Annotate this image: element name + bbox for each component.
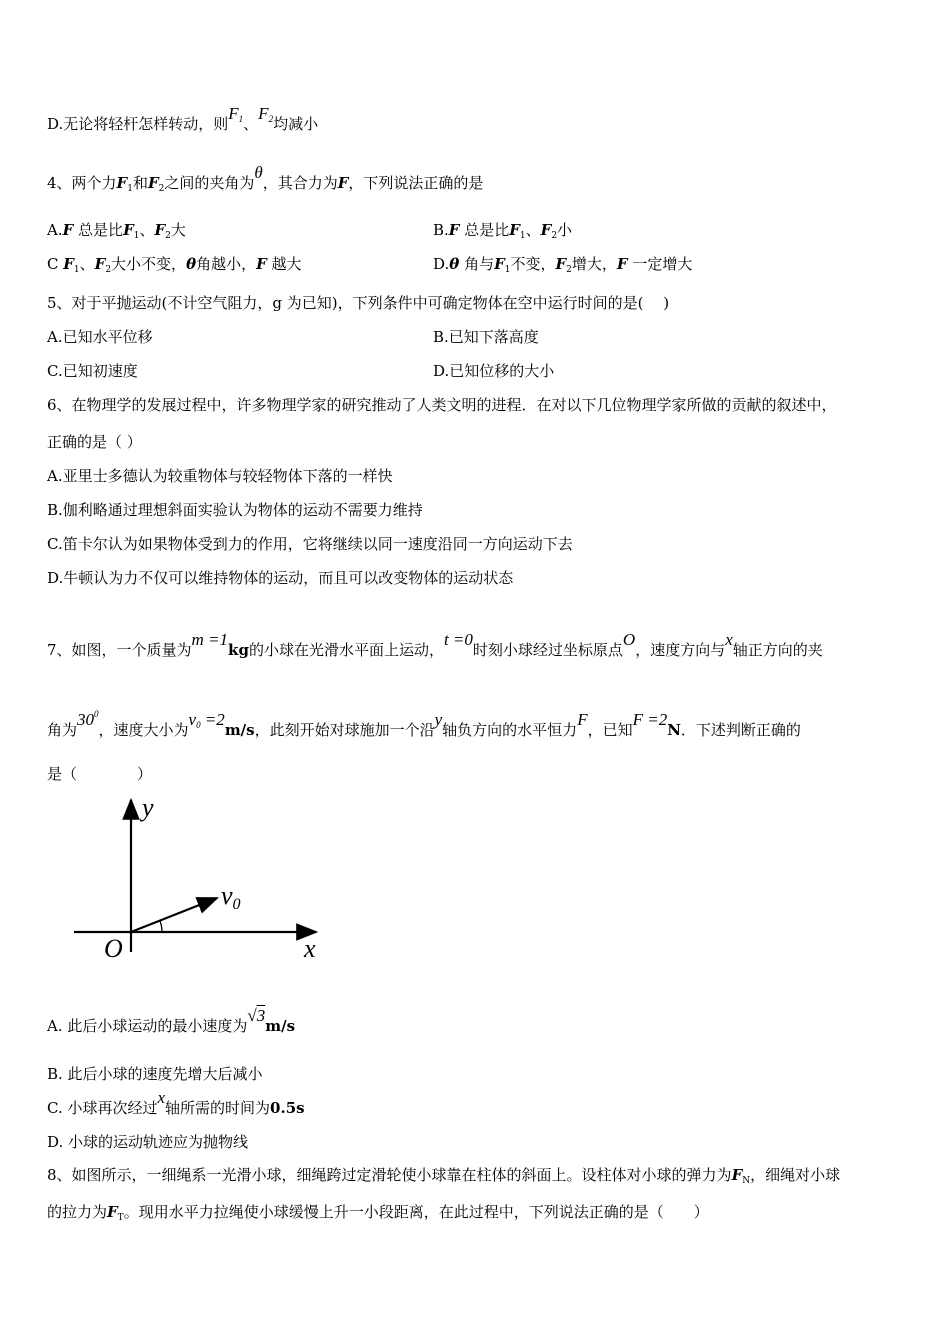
q7-stem-line1: 7、如图，一个质量为m =1kg的小球在光滑水平面上运动，t =0时刻小球经过坐标原点O，速度方向与x轴正方向的夹 — [47, 630, 823, 659]
q6-option-c: C.笛卡尔认为如果物体受到力的作用，它将继续以同一速度沿同一方向运动下去 — [47, 535, 573, 553]
velocity-label: v0 — [221, 881, 241, 913]
q5-option-d: D.已知位移的大小 — [433, 362, 555, 380]
f1-symbol: $F_1$ — [228, 104, 244, 124]
q5-stem: 5、对于平抛运动(不计空气阻力，g 为已知)，下列条件中可确定物体在空中运行时间的是( ) — [47, 294, 670, 312]
q7-coordinate-figure — [60, 790, 340, 970]
q4-stem: 4、两个力$F_1$和$F_2$之间的夹角为θ，其合力为F，下列说法正确的是 — [47, 163, 484, 194]
q5-option-a: A.已知水平位移 — [47, 328, 153, 346]
q7-stem-line2: 角为$30^0$，速度大小为$v_0 =2m/s$，此刻开始对球施加一个沿y轴负方向的水平恒力F，已知F =2N．下述判断正确的 — [47, 709, 801, 739]
q8-stem-line2: 的拉力为$F_T$。现用水平力拉绳使小球缓慢上升一小段距离，在此过程中，下列说法正确的是（ ） — [47, 1203, 709, 1223]
q5-option-c: C.已知初速度 — [47, 362, 138, 380]
q7-option-b: B. 此后小球的速度先增大后减小 — [47, 1065, 263, 1083]
q6-stem-line1: 6、在物理学的发展过程中，许多物理学家的研究推动了人类文明的进程．在对以下几位物理学家所做的贡献的叙述中， — [47, 396, 837, 414]
q6-option-b: B.伽利略通过理想斜面实验认为物体的运动不需要力维持 — [47, 501, 423, 519]
q6-option-d: D.牛顿认为力不仅可以维持物体的运动，而且可以改变物体的运动状态 — [47, 569, 514, 587]
q3-option-d: D.无论将轻杆怎样转动，则$F_1$、$F_2$均减小 — [47, 104, 319, 133]
origin-label: O — [104, 934, 123, 963]
velocity-vector — [131, 898, 217, 932]
q4-option-d: D.θ 角与$F_1$不变，$F_2$增大，F 一定增大 — [433, 255, 693, 275]
angle-arc — [160, 921, 162, 932]
sqrt-symbol: √3 — [247, 1006, 266, 1025]
q4-option-c: C $F_1$、$F_2$大小不变，θ角越小，F 越大 — [47, 255, 302, 275]
f2-symbol: $F_2$ — [258, 104, 274, 124]
x-axis-label: x — [304, 934, 316, 963]
y-axis-label: y — [142, 793, 154, 822]
q8-stem-line1: 8、如图所示，一细绳系一光滑小球，细绳跨过定滑轮使小球靠在柱体的斜面上。设柱体对小球的弹力为$F_N$，细绳对小球 — [47, 1166, 841, 1186]
q7-option-d: D. 小球的运动轨迹应为抛物线 — [47, 1133, 249, 1151]
q6-option-a: A.亚里士多德认为较重物体与较轻物体下落的一样快 — [47, 467, 393, 485]
q6-stem-line2: 正确的是（ ） — [47, 433, 142, 451]
q4-option-b: B.F 总是比$F_1$、$F_2$小 — [433, 221, 573, 241]
q5-option-b: B.已知下落高度 — [433, 328, 539, 346]
q7-option-c: C. 小球再次经过x轴所需的时间为0.5s — [47, 1088, 305, 1117]
q4-option-a: A.F 总是比$F_1$、$F_2$大 — [47, 221, 186, 241]
q7-option-a: A. 此后小球运动的最小速度为√3m/s — [47, 1006, 296, 1035]
q7-stem-line3: 是（ ） — [47, 765, 153, 783]
